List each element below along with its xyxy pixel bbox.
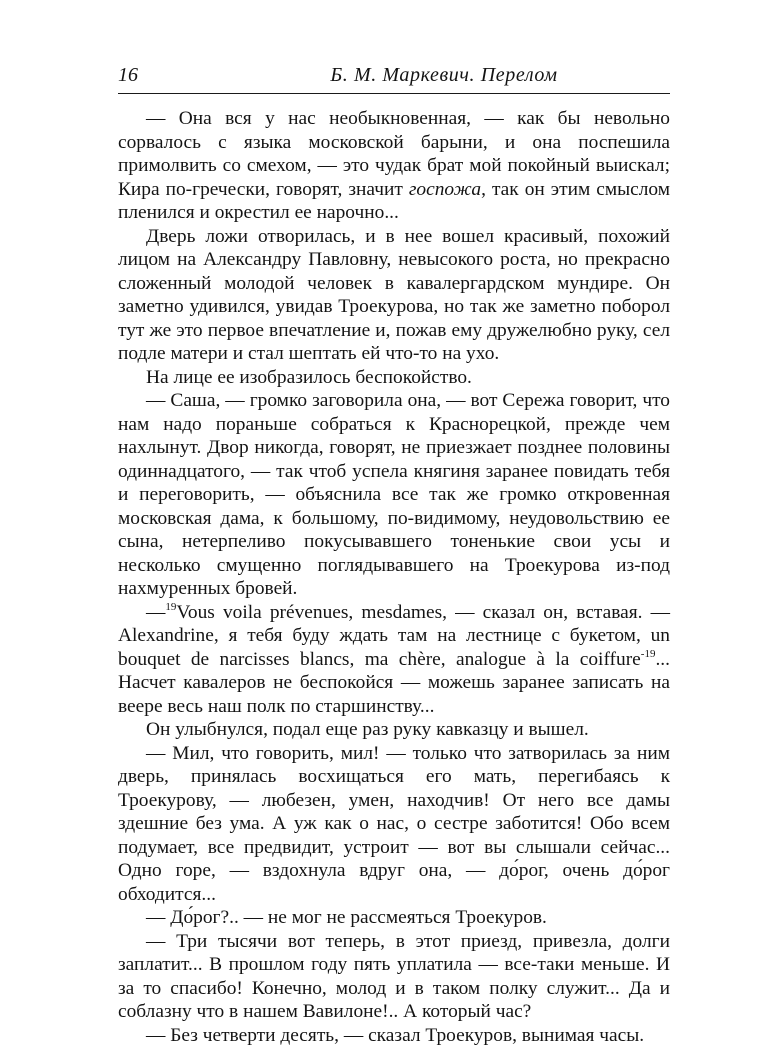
header-rule (118, 93, 670, 94)
footnote-marker-start: 19 (165, 601, 176, 613)
paragraph: — Три тысячи вот теперь, в этот приезд, привезла, долги заплатит... В прошлом году пять уплатила — все-таки меньше. И за то спасибо! Конечно, молод и в таком полку служит... Да и соблазну что в нашем Вавилоне!.. А который час? (118, 930, 670, 1024)
paragraph: — Она вся у нас необыкновенная, — как бы невольно сорвалось с языка московской барыни, и она поспешила примолвить со смехом, — это чудак брат мой покойный выискал; Кира по-гречески, говорят, значит госпожа, так он этим смыслом пленился и окрестил ее нарочно... (118, 107, 670, 225)
paragraph: — Без четверти десять, — сказал Троекуров, вынимая часы. (118, 1024, 670, 1047)
page-number: 16 (118, 62, 138, 88)
italic-word: госпожа (409, 179, 481, 200)
page-header (118, 62, 670, 88)
footnote-marker-end: -19 (641, 648, 656, 660)
paragraph: — Мил, что говорить, мил! — только что затворилась за ним дверь, принялась восхищаться его мать, перегибаясь к Троекурову, — любезен, умен, находчив! От него все дамы здешние без ума. А уж как о нас, о сестре заботится! Обо всем подумает, все предвидит, устроит — вот вы слышали сейчас... Одно горе, — вздохнула вдруг она, — до́рог, очень до́рог обходится... (118, 742, 670, 907)
body-text (118, 107, 670, 1047)
running-title: Б. М. Маркевич. Перелом (118, 62, 670, 88)
paragraph: — До́рог?.. — не мог не рассмеяться Троекуров. (118, 906, 670, 930)
paragraph: Дверь ложи отворилась, и в нее вошел красивый, похожий лицом на Александру Павловну, невысокого роста, но прекрасно сложенный молодой человек в кавалергардском мундире. Он заметно удивился, увидав Троекурова, но так же заметно поборол тут же это первое впечатление и, пожав ему дружелюбно руку, сел подле матери и стал шептать ей что-то на ухо. (118, 225, 670, 366)
paragraph: —$^{19}$Vous voila prévenues, mesdames, — сказал он, вставая. — Alexandrine, я тебя буду ждать там на лестнице с букетом, un bouquet de narcisses blancs, ma chère, analogue à la coiffure$^{-19}$... Насчет кавалеров не беспокойся — можешь заранее записать на вееpe весь наш полк по старшинству... (118, 601, 670, 719)
paragraph: — Саша, — громко заговорила она, — вот Сережа говорит, что нам надо пораньше собраться к Краснорецкой, прежде чем нахлынут. Двор никогда, говорят, не приезжает позднее половины одиннадцатого, — так чтоб успела княгиня заранее повидать тебя и переговорить, — объяснила все так же громко откровенная московская дама, к большому, по-видимому, неудовольствию ее сына, нетерпеливо покусывавшего тоненькие свои усы и несколько смущенно поглядывавшего на Троекурова из-под нахмуренных бровей. (118, 389, 670, 601)
paragraph: Он улыбнулся, подал еще раз руку кавказцу и вышел. (118, 718, 670, 742)
paragraph: На лице ее изобразилось беспокойство. (118, 366, 670, 390)
